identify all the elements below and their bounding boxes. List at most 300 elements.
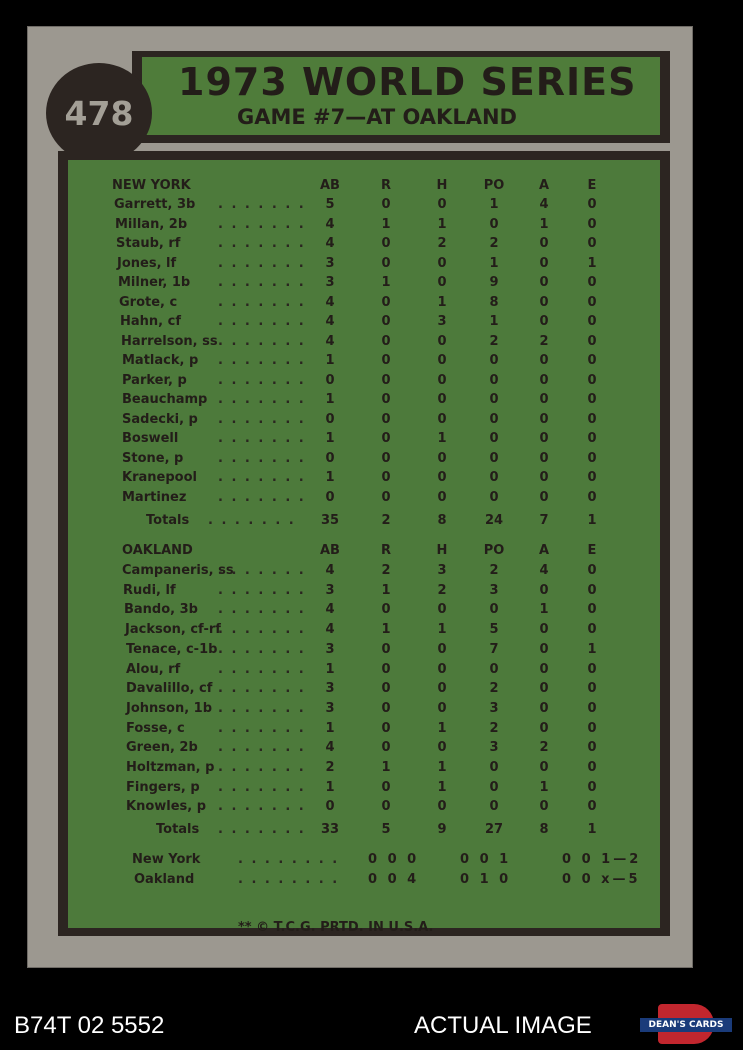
player-name: Jackson, cf-rf: [125, 622, 221, 638]
oak-player-row: [68, 721, 660, 741]
stat-cell: 4: [325, 333, 335, 349]
leader-dots: . . . . . . .: [218, 236, 306, 251]
stat-cell: 0: [539, 700, 549, 716]
stat-cell: 0: [437, 411, 447, 427]
stat-cell: 0: [381, 314, 391, 329]
stat-cell: 3: [325, 700, 335, 716]
player-name: Rudi, lf: [123, 582, 176, 598]
stat-cell: 0: [587, 799, 597, 815]
oak-player-row: [68, 602, 660, 622]
column-header: E: [587, 543, 597, 558]
stat-cell: 1: [381, 582, 391, 598]
stat-cell: 1: [381, 622, 391, 638]
stat-cell: 3: [325, 582, 335, 598]
stat-cell: 0: [587, 216, 597, 232]
player-name: Millan, 2b: [115, 216, 188, 232]
stat-cell: 3: [437, 314, 447, 329]
total-cell: 9: [437, 822, 447, 838]
leader-dots: . . . . . . .: [218, 779, 306, 795]
stat-cell: 0: [437, 372, 447, 388]
stat-cell: 0: [587, 353, 597, 368]
stat-cell: 0: [437, 333, 447, 349]
ny-player-row: [68, 334, 660, 354]
leader-dots: . . . . . . .: [218, 799, 306, 815]
stat-cell: 0: [381, 353, 391, 368]
stat-cell: 0: [325, 450, 335, 466]
stat-cell: 0: [381, 779, 391, 795]
player-name: Bando, 3b: [124, 602, 198, 618]
player-name: Fosse, c: [126, 720, 185, 736]
stat-cell: 0: [489, 450, 499, 466]
inning-group: 0 0 1—2: [562, 852, 642, 868]
stat-cell: 1: [437, 720, 447, 736]
ny-player-row: [68, 412, 660, 432]
stat-cell: 0: [539, 760, 549, 775]
inning-group: 0 1 0: [460, 872, 512, 888]
stat-cell: 0: [437, 470, 447, 485]
stat-cell: 0: [539, 431, 549, 446]
leader-dots: . . . . . . .: [218, 392, 306, 407]
stat-cell: 0: [587, 700, 597, 716]
stat-cell: 0: [539, 314, 549, 329]
leader-dots: . . . . . . .: [218, 489, 306, 505]
stat-cell: 5: [325, 197, 335, 212]
leader-dots: . . . . . . .: [218, 411, 306, 427]
stat-cell: 1: [539, 216, 549, 232]
stat-cell: 0: [539, 489, 549, 505]
stat-cell: 0: [587, 431, 597, 446]
column-header: R: [380, 543, 391, 558]
stat-cell: 0: [437, 602, 447, 618]
oak-player-row: [68, 780, 660, 800]
stat-cell: 0: [437, 799, 447, 815]
leader-dots: . . . . . . .: [218, 720, 306, 736]
player-name: Beauchamp: [122, 392, 208, 407]
stat-cell: 0: [539, 353, 549, 368]
stat-cell: 0: [587, 563, 597, 578]
total-cell: 2: [381, 513, 391, 528]
stat-cell: 0: [489, 489, 499, 505]
stat-cell: 0: [539, 470, 549, 485]
stat-cell: 1: [325, 470, 335, 485]
stat-cell: 7: [489, 641, 499, 657]
total-cell: 7: [539, 513, 549, 528]
deans-cards-logo: [640, 1004, 732, 1044]
stat-cell: 0: [587, 236, 597, 251]
stat-cell: 0: [539, 255, 549, 271]
player-name: Jones, lf: [117, 255, 177, 271]
total-cell: 27: [484, 822, 504, 838]
stat-cell: 0: [381, 602, 391, 618]
stat-cell: 0: [587, 760, 597, 775]
stat-cell: 0: [587, 779, 597, 795]
player-name: Milner, 1b: [118, 275, 191, 290]
stat-cell: 0: [437, 641, 447, 657]
stat-cell: 5: [489, 622, 499, 638]
player-name: Knowles, p: [126, 799, 207, 815]
stat-cell: 2: [539, 740, 549, 756]
inventory-id: B74T 02 5552: [14, 1012, 165, 1039]
stat-cell: 0: [587, 489, 597, 505]
leader-dots: . . . . . . .: [218, 740, 306, 756]
stat-cell: 0: [489, 779, 499, 795]
player-name: Parker, p: [122, 372, 187, 388]
line-score-team: Oakland: [134, 872, 195, 888]
stat-cell: 0: [587, 450, 597, 466]
baseball-card-back: [27, 26, 693, 968]
stat-cell: 2: [539, 333, 549, 349]
ny-player-row: [68, 197, 660, 217]
stat-cell: 0: [587, 681, 597, 697]
stat-cell: 0: [489, 372, 499, 388]
stat-cell: 0: [489, 602, 499, 618]
stat-cell: 4: [325, 236, 335, 251]
stat-cell: 0: [381, 470, 391, 485]
stat-cell: 0: [381, 255, 391, 271]
stat-cell: 0: [587, 392, 597, 407]
player-name: Martinez: [122, 489, 187, 505]
stat-cell: 0: [381, 333, 391, 349]
player-name: Alou, rf: [126, 661, 181, 677]
stat-cell: 0: [325, 411, 335, 427]
leader-dots: . . . . . . .: [218, 275, 306, 290]
stat-cell: 0: [381, 661, 391, 677]
total-cell: 35: [320, 513, 340, 528]
team-name-new-york: NEW YORK: [112, 178, 191, 193]
stat-cell: 0: [539, 236, 549, 251]
ny-player-row: [68, 275, 660, 295]
ny-player-row: [68, 256, 660, 276]
totals-label: Totals: [156, 822, 200, 838]
stat-cell: 0: [437, 353, 447, 368]
totals-label: Totals: [146, 513, 190, 528]
stat-cell: 2: [489, 563, 499, 578]
stat-cell: 4: [325, 314, 335, 329]
inning-group: 0 0 x—5: [562, 872, 641, 888]
leader-dots: . . . . . . .: [218, 822, 306, 838]
stat-cell: 0: [437, 489, 447, 505]
leader-dots: . . . . . . .: [218, 431, 306, 446]
stat-cell: 2: [381, 563, 391, 578]
stat-cell: 0: [437, 700, 447, 716]
leader-dots: . . . . . . .: [218, 353, 306, 368]
stat-cell: 0: [539, 294, 549, 310]
stat-cell: 0: [325, 489, 335, 505]
leader-dots: . . . . . . .: [218, 314, 306, 329]
leader-dots: . . . . . . .: [218, 760, 306, 775]
stat-cell: 0: [437, 740, 447, 756]
stat-cell: 1: [587, 641, 597, 657]
stat-cell: 0: [381, 431, 391, 446]
stat-cell: 0: [325, 799, 335, 815]
stat-cell: 0: [539, 275, 549, 290]
stat-cell: 0: [587, 411, 597, 427]
stat-cell: 1: [437, 431, 447, 446]
leader-dots: . . . . . . .: [218, 622, 306, 638]
column-header: H: [436, 178, 448, 193]
stat-cell: 3: [325, 255, 335, 271]
total-cell: 5: [381, 822, 391, 838]
oak-player-row: [68, 681, 660, 701]
stat-cell: 1: [437, 760, 447, 775]
team-name-oakland: OAKLAND: [122, 543, 193, 558]
stat-cell: 0: [489, 799, 499, 815]
leader-dots: . . . . . . .: [218, 197, 306, 212]
oak-player-row: [68, 760, 660, 780]
inning-group: 0 0 4: [368, 872, 420, 888]
line-score-row: [68, 852, 660, 872]
oak-player-row: [68, 799, 660, 819]
stat-cell: 0: [381, 294, 391, 310]
stat-cell: 1: [325, 661, 335, 677]
stat-cell: 0: [587, 582, 597, 598]
stat-cell: 0: [437, 661, 447, 677]
total-cell: 24: [484, 513, 504, 528]
stat-cell: 4: [325, 294, 335, 310]
leader-dots: . . . . . . .: [218, 333, 306, 349]
stat-cell: 0: [437, 197, 447, 212]
player-name: Garrett, 3b: [114, 197, 196, 212]
stat-cell: 0: [587, 720, 597, 736]
stat-cell: 9: [489, 275, 499, 290]
leader-dots: . . . . . . .: [218, 255, 306, 271]
leader-dots: . . . . . . .: [218, 641, 306, 657]
stat-cell: 1: [437, 779, 447, 795]
stat-cell: 0: [489, 470, 499, 485]
stat-cell: 0: [587, 622, 597, 638]
player-name: Stone, p: [122, 450, 184, 466]
stat-cell: 4: [325, 216, 335, 232]
oak-player-row: [68, 583, 660, 603]
stat-cell: 1: [489, 255, 499, 271]
stat-cell: 0: [539, 392, 549, 407]
stat-cell: 1: [381, 216, 391, 232]
stat-cell: 0: [539, 720, 549, 736]
stat-cell: 0: [489, 216, 499, 232]
stat-cell: 0: [437, 255, 447, 271]
column-header: H: [436, 543, 448, 558]
stat-cell: 2: [437, 236, 447, 251]
stat-cell: 0: [539, 582, 549, 598]
stat-cell: 3: [489, 700, 499, 716]
stat-cell: 0: [587, 314, 597, 329]
column-header: AB: [320, 178, 340, 193]
stat-cell: 0: [489, 411, 499, 427]
stat-cell: 0: [539, 799, 549, 815]
box-score-panel: [58, 151, 670, 936]
stat-cell: 1: [437, 294, 447, 310]
total-cell: 1: [587, 822, 597, 838]
total-cell: 8: [539, 822, 549, 838]
stat-cell: 0: [587, 602, 597, 618]
player-name: Hahn, cf: [120, 314, 181, 329]
oak-player-row: [68, 563, 660, 583]
stat-cell: 3: [325, 275, 335, 290]
stat-cell: 0: [489, 661, 499, 677]
stat-cell: 0: [539, 641, 549, 657]
leader-dots: . . . . . . .: [218, 216, 306, 232]
ny-player-row: [68, 451, 660, 471]
stat-cell: 0: [539, 411, 549, 427]
total-cell: 8: [437, 513, 447, 528]
ny-player-row: [68, 314, 660, 334]
leader-dots: . . . . . . .: [218, 681, 306, 697]
stat-cell: 1: [539, 779, 549, 795]
stat-cell: 0: [437, 392, 447, 407]
stat-cell: 0: [489, 392, 499, 407]
stat-cell: 0: [587, 275, 597, 290]
player-name: Johnson, 1b: [126, 700, 213, 716]
column-header: A: [538, 178, 550, 193]
leader-dots: . . . . . . .: [218, 294, 306, 310]
stat-cell: 0: [489, 760, 499, 775]
player-name: Boswell: [122, 431, 179, 446]
total-cell: 33: [320, 822, 340, 838]
ny-player-row: [68, 431, 660, 451]
stat-cell: 1: [381, 760, 391, 775]
stat-cell: 3: [325, 681, 335, 697]
stat-cell: 4: [325, 740, 335, 756]
stat-cell: 8: [489, 294, 499, 310]
stat-cell: 2: [325, 760, 335, 775]
oak-totals-row: [68, 822, 660, 842]
total-cell: 1: [587, 513, 597, 528]
inning-group: 0 0 0: [368, 852, 420, 868]
stat-cell: 0: [587, 372, 597, 388]
stat-cell: 0: [381, 450, 391, 466]
stat-cell: 1: [325, 353, 335, 368]
stat-cell: 0: [489, 431, 499, 446]
stat-cell: 1: [437, 622, 447, 638]
stat-cell: 0: [437, 450, 447, 466]
player-name: Matlack, p: [122, 353, 199, 368]
column-header: PO: [483, 543, 505, 558]
player-name: Campaneris, ss: [122, 563, 234, 578]
stat-cell: 1: [325, 392, 335, 407]
stat-cell: 2: [489, 333, 499, 349]
oak-player-row: [68, 622, 660, 642]
player-name: Holtzman, p: [126, 760, 215, 775]
line-score-row: [68, 872, 660, 892]
stat-cell: 0: [437, 681, 447, 697]
oak-player-row: [68, 740, 660, 760]
ny-player-row: [68, 353, 660, 373]
ny-header-row: [68, 178, 660, 198]
stat-cell: 0: [381, 372, 391, 388]
copyright-text: ** © T.C.G. PRTD. IN U.S.A.: [238, 920, 434, 935]
column-header: A: [538, 543, 550, 558]
leader-dots: . . . . . . .: [218, 372, 306, 388]
ny-player-row: [68, 236, 660, 256]
stat-cell: 0: [587, 197, 597, 212]
leader-dots: . . . . . . .: [218, 450, 306, 466]
oak-header-row: [68, 543, 660, 563]
player-name: Sadecki, p: [122, 411, 198, 427]
stat-cell: 3: [489, 582, 499, 598]
leader-dots: . . . . . . .: [218, 602, 306, 618]
stat-cell: 0: [381, 700, 391, 716]
leader-dots: . . . . . . . .: [238, 852, 340, 868]
card-number: 478: [46, 63, 152, 163]
player-name: Staub, rf: [116, 236, 181, 251]
stat-cell: 0: [381, 681, 391, 697]
ny-player-row: [68, 392, 660, 412]
stat-cell: 4: [325, 602, 335, 618]
logo-text: DEAN'S CARDS: [640, 1018, 732, 1032]
stat-cell: 2: [489, 681, 499, 697]
stat-cell: 0: [587, 333, 597, 349]
stat-cell: 0: [437, 275, 447, 290]
ny-player-row: [68, 490, 660, 510]
leader-dots: . . . . . . .: [208, 513, 296, 528]
stat-cell: 1: [489, 314, 499, 329]
leader-dots: . . . . . . . .: [238, 872, 340, 888]
stat-cell: 0: [381, 411, 391, 427]
leader-dots: . . . . . . .: [218, 563, 306, 578]
leader-dots: . . . . . . .: [218, 582, 306, 598]
stat-cell: 2: [437, 582, 447, 598]
stat-cell: 3: [489, 740, 499, 756]
ny-player-row: [68, 295, 660, 315]
ny-player-row: [68, 373, 660, 393]
card-subtitle: GAME #7—AT OAKLAND: [237, 105, 517, 129]
stat-cell: 4: [539, 197, 549, 212]
ny-player-row: [68, 470, 660, 490]
stat-cell: 0: [381, 799, 391, 815]
stat-cell: 1: [489, 197, 499, 212]
stat-cell: 0: [587, 470, 597, 485]
stat-cell: 0: [381, 236, 391, 251]
stat-cell: 1: [381, 275, 391, 290]
stat-cell: 0: [381, 641, 391, 657]
stat-cell: 1: [325, 720, 335, 736]
stat-cell: 4: [325, 622, 335, 638]
stat-cell: 0: [539, 450, 549, 466]
player-name: Kranepool: [122, 470, 197, 485]
leader-dots: . . . . . . .: [218, 661, 306, 677]
card-title: 1973 WORLD SERIES: [178, 60, 637, 104]
stat-cell: 0: [381, 489, 391, 505]
stat-cell: 0: [381, 740, 391, 756]
oak-player-row: [68, 662, 660, 682]
stat-cell: 0: [539, 622, 549, 638]
stat-cell: 0: [539, 661, 549, 677]
stat-cell: 4: [325, 563, 335, 578]
stat-cell: 0: [587, 740, 597, 756]
stat-cell: 0: [587, 294, 597, 310]
stat-cell: 0: [539, 681, 549, 697]
stat-cell: 0: [587, 661, 597, 677]
stat-cell: 0: [381, 720, 391, 736]
stat-cell: 2: [489, 236, 499, 251]
player-name: Fingers, p: [126, 779, 200, 795]
stat-cell: 3: [437, 563, 447, 578]
column-header: PO: [483, 178, 505, 193]
stat-cell: 0: [539, 372, 549, 388]
column-header: E: [587, 178, 597, 193]
stat-cell: 0: [489, 353, 499, 368]
stat-cell: 0: [381, 392, 391, 407]
stat-cell: 1: [437, 216, 447, 232]
stat-cell: 0: [381, 197, 391, 212]
stat-cell: 1: [539, 602, 549, 618]
title-banner: [132, 51, 670, 143]
line-score-team: New York: [132, 852, 201, 868]
stat-cell: 1: [325, 431, 335, 446]
stat-cell: 4: [539, 563, 549, 578]
player-name: Harrelson, ss: [121, 333, 218, 349]
leader-dots: . . . . . . .: [218, 700, 306, 716]
